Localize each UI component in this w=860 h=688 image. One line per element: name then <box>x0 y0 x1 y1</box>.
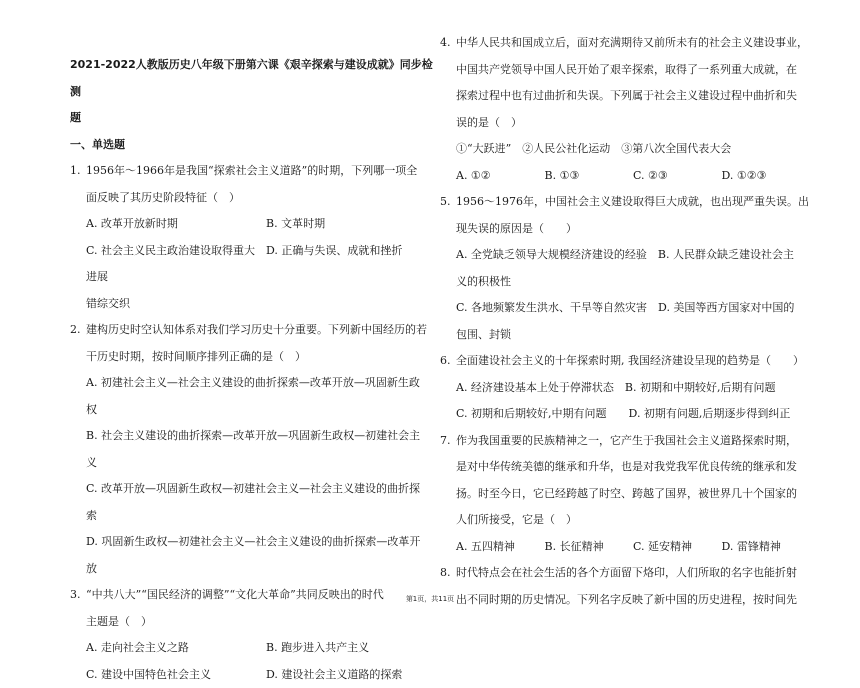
option-d-continued: 错综交织 <box>86 291 440 318</box>
question-4-items: ①“大跃进” ②人民公社化运动 ③第八次全国代表大会 <box>440 136 810 163</box>
option-cd: C. 各地频繁发生洪水、干旱等自然灾害 D. 美国等西方国家对中国的 <box>456 295 810 322</box>
question-2: 2. 建构历史时空认知体系对我们学习历史十分重要。下列新中国经历的若 干历史时期，按时间顺序排列正确的是（ ） <box>70 317 440 370</box>
question-4: 4. 中华人民共和国成立后，面对充满期待又前所未有的社会主义建设事业， 中国共产党领导中国人民开始了艰辛探索，取得了一系列重大成就，在 探索过程中也有过曲折和失误。下列属于社会主义建设过程中曲折和失 误的是（ ） <box>440 30 810 136</box>
option-a-continued: 权 <box>86 397 440 424</box>
option-cd-continued: 包围、封锁 <box>456 322 810 349</box>
question-3: 3. “中共八大”“国民经济的调整”“文化大革命”共同反映出的时代 主题是（ ） <box>70 582 440 635</box>
question-1-options <box>70 211 440 317</box>
question-5-options <box>440 242 810 348</box>
option-d: D. 雷锋精神 <box>722 534 811 561</box>
option-b-continued: 义 <box>86 450 440 477</box>
right-column <box>440 30 810 613</box>
option-c: C. 延安精神 <box>633 534 722 561</box>
question-3-options <box>70 635 440 688</box>
option-b: B. 长征精神 <box>545 534 634 561</box>
section-heading: 一、单选题 <box>70 132 440 159</box>
option-d-continued: 放 <box>86 556 440 583</box>
option-c: C. ②③ <box>633 163 722 190</box>
option-c: C. 改革开放—巩固新生政权—初建社会主义—社会主义建设的曲折探 <box>86 476 440 503</box>
option-b: B. 文革时期 <box>266 211 325 238</box>
question-6-options <box>440 375 810 428</box>
option-ab: A. 经济建设基本上处于停滞状态 B. 初期和中期较好,后期有问题 <box>456 375 810 402</box>
left-column <box>70 0 440 688</box>
option-d: D. ①②③ <box>722 163 811 190</box>
question-6: 6. 全面建设社会主义的十年探索时期, 我国经济建设呈现的趋势是（ ） <box>440 348 810 375</box>
option-a: A. 改革开放新时期 <box>86 211 266 238</box>
option-c: C. 社会主义民主政治建设取得重大进展 <box>86 238 266 291</box>
question-2-options <box>70 370 440 582</box>
option-d: D. 巩固新生政权—初建社会主义—社会主义建设的曲折探索—改革开 <box>86 529 440 556</box>
question-5: 5. 1956～1976年，中国社会主义建设取得巨大成就，也出现严重失误。出 现失误的原因是（ ） <box>440 189 810 242</box>
option-a: A. 初建社会主义—社会主义建设的曲折探索—改革开放—巩固新生政 <box>86 370 440 397</box>
page-footer: 第1页，共11页 <box>0 594 860 604</box>
option-d: D. 正确与失误、成就和挫折 <box>266 238 402 291</box>
question-4-options <box>440 163 810 190</box>
option-c-continued: 索 <box>86 503 440 530</box>
option-c: C. 建设中国特色社会主义 <box>86 662 266 688</box>
option-a: A. 走向社会主义之路 <box>86 635 266 662</box>
option-ab-continued: 义的积极性 <box>456 269 810 296</box>
question-1: 1. 1956年～1966年是我国“探索社会主义道路”的时期，下列哪一项全 面反映了其历史阶段特征（ ） <box>70 158 440 211</box>
option-b: B. 社会主义建设的曲折探索—改革开放—巩固新生政权—初建社会主 <box>86 423 440 450</box>
option-b: B. ①③ <box>545 163 634 190</box>
question-7-options <box>440 534 810 561</box>
option-a: A. ①② <box>456 163 545 190</box>
question-8: 8. 时代特点会在社会生活的各个方面留下烙印，人们所取的名字也能折射 出不同时期的历史情况。下列名字反映了新中国的历史进程，按时间先 <box>440 560 810 613</box>
question-7: 7. 作为我国重要的民族精神之一，它产生于我国社会主义道路探索时期， 是对中华传统美德的继承和升华，也是对我党我军优良传统的继承和发 扬。时至今日，它已经跨越了时空、跨越了国界，被世界几十个国家的 人们所接受，它是（ ） <box>440 428 810 534</box>
option-cd: C. 初期和后期较好,中期有问题 D. 初期有问题,后期逐步得到纠正 <box>456 401 810 428</box>
document-title: 2021-2022人教版历史八年级下册第六课《艰辛探索与建设成就》同步检测 题 <box>70 52 440 132</box>
option-a: A. 五四精神 <box>456 534 545 561</box>
option-d: D. 建设社会主义道路的探索 <box>266 662 402 688</box>
option-b: B. 跑步进入共产主义 <box>266 635 369 662</box>
option-ab: A. 全党缺乏领导大规模经济建设的经验 B. 人民群众缺乏建设社会主 <box>456 242 810 269</box>
